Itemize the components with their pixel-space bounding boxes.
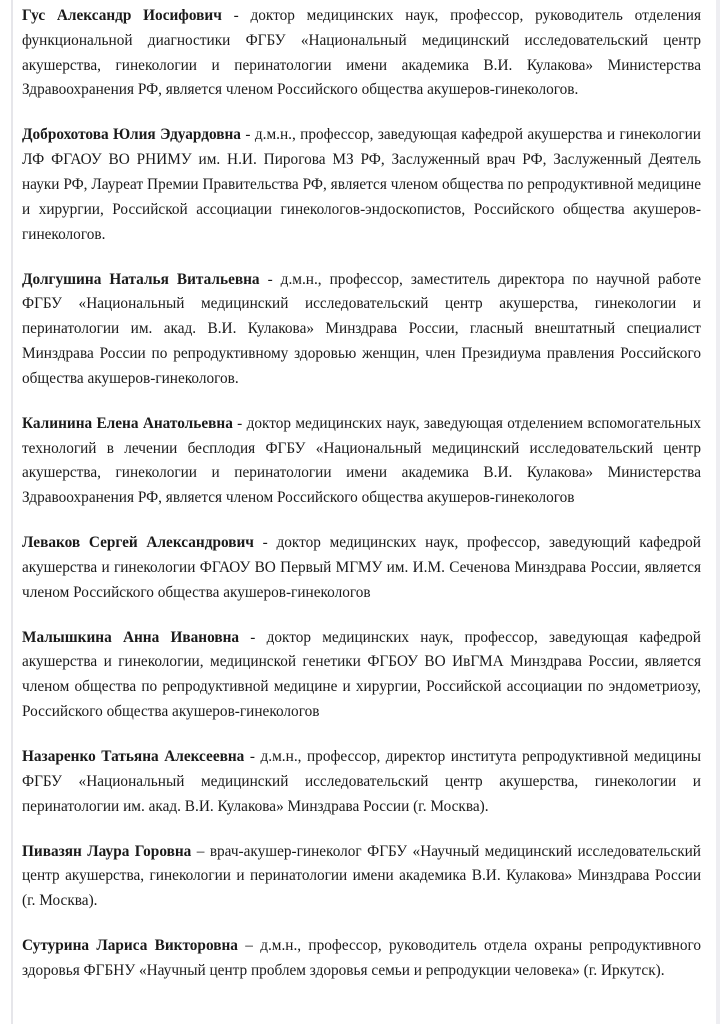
entry-separator: -	[259, 270, 281, 288]
author-description: доктор медицинских наук, профессор, руководитель отделения функциональной диагностики ФГБУ «Национальный медицинский исследовательский центр акушерства, гинекологии и перинатологии имени академика В.И. Кулакова» Министерства Здравоохранения РФ, является членом Российского общества акушеров-гинекологов.	[22, 7, 701, 99]
author-description: д.м.н., профессор, директор института репродуктивной медицины ФГБУ «Национальный медицинский исследовательский центр акушерства, гинекологии и перинатологии им. акад. В.И. Кулакова» Минздрава России (г. Москва).	[22, 748, 701, 815]
author-description: д.м.н., профессор, заместитель директора по научной работе ФГБУ «Национальный медицинский исследовательский центр акушерства, гинекологии и перинатологии им. акад. В.И. Кулакова» Минздрава России, гласный внештатный специалист Минздрава России по репродуктивному здоровью женщин, член Президиума правления Российского общества акушеров-гинекологов.	[22, 270, 701, 387]
author-entry	[22, 123, 701, 247]
author-name: Калинина Елена Анатольевна	[22, 414, 233, 432]
author-entry	[22, 412, 701, 511]
author-name: Назаренко Татьяна Алексеевна	[22, 748, 245, 766]
author-description: доктор медицинских наук, профессор, заведующий кафедрой акушерства и гинекологии ФГАОУ ВО Первый МГМУ им. И.М. Сеченова Минздрава России, является членом Российского общества акушеров-гинекологов	[22, 534, 701, 601]
author-entry	[22, 934, 701, 984]
page-left-border	[11, 0, 13, 1024]
author-name: Сутурина Лариса Викторовна	[22, 937, 238, 955]
entry-separator: -	[240, 126, 255, 144]
author-name: Гус Александр Иосифович	[22, 7, 222, 24]
entry-separator: -	[244, 748, 261, 766]
author-entry	[22, 745, 701, 819]
author-description: д.м.н., профессор, руководитель отдела охраны репродуктивного здоровья ФГБНУ «Научный центр проблем здоровья семьи и репродукции человека» (г. Иркутск).	[22, 937, 702, 979]
author-entry	[22, 626, 701, 725]
entry-separator: -	[253, 534, 277, 552]
author-entry	[22, 531, 701, 605]
author-description: д.м.н., профессор, заведующая кафедрой акушерства и гинекологии ЛФ ФГАОУ ВО РНИМУ им. Н.И. Пирогова МЗ РФ, Заслуженный врач РФ, Заслуженный Деятель науки РФ, Лауреат Премии Правительства РФ, является членом общества по репродуктивной медицине и хирургии, Российской ассоциации гинекологов-эндоскопистов, Российского общества акушеров-гинекологов.	[22, 126, 701, 243]
entry-separator: –	[191, 842, 210, 860]
author-name: Малышкина Анна Ивановна	[22, 628, 240, 646]
author-entry	[22, 4, 701, 103]
entry-separator: -	[221, 7, 251, 24]
author-name: Пивазян Лаура Горовна	[22, 842, 192, 860]
author-name: Леваков Сергей Александрович	[22, 534, 254, 552]
author-name: Доброхотова Юлия Эдуардовна	[22, 126, 241, 144]
authors-list	[22, 4, 701, 1004]
author-entry	[22, 268, 701, 392]
entry-separator: -	[239, 628, 267, 646]
author-description: доктор медицинских наук, профессор, заведующая кафедрой акушерства и гинекологии, медицинской генетики ФГБОУ ВО ИвГМА Минздрава России, является членом общества по репродуктивной медицине и хирургии, Российской ассоциации по эндометриозу, Российского общества акушеров-гинекологов	[22, 628, 701, 721]
entry-separator: -	[232, 414, 247, 432]
author-name: Долгушина Наталья Витальевна	[22, 270, 260, 288]
author-description: врач-акушер-гинеколог ФГБУ «Научный медицинский исследовательский центр акушерства, гинекологии и перинатологии имени академика В.И. Кулакова» Минздрава России (г. Москва).	[22, 842, 701, 910]
author-description: доктор медицинских наук, заведующая отделением вспомогательных технологий в лечении бесплодия ФГБУ «Национальный медицинский исследовательский центр акушерства, гинекологии и перинатологии имени академика В.И. Кулакова» Министерства Здравоохранения РФ, является членом Российского общества акушеров-гинекологов	[22, 414, 701, 507]
entry-separator: –	[237, 937, 261, 955]
author-entry	[22, 840, 701, 914]
page-right-border	[716, 0, 720, 1024]
